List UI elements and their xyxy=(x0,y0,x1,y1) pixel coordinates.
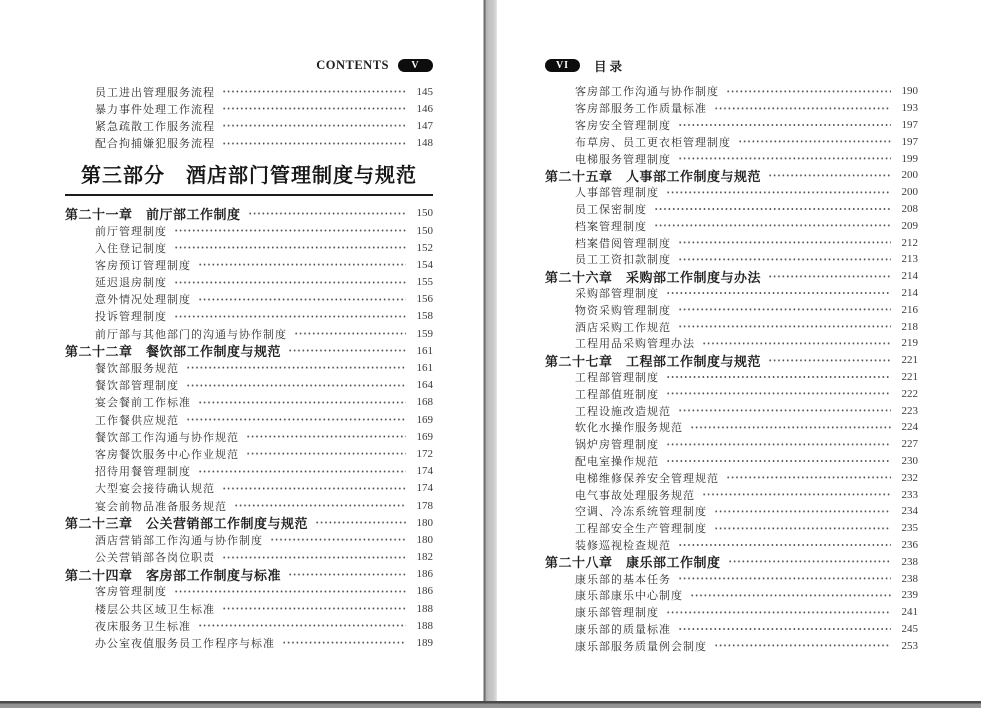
toc-entry-page: 172 xyxy=(416,447,433,460)
dot-leader xyxy=(174,222,406,239)
dot-leader xyxy=(678,117,891,134)
toc-item-row xyxy=(545,402,918,419)
dot-leader xyxy=(222,117,406,134)
toc-entry-title: 布草房、员工更衣柜管理制度 xyxy=(575,136,731,149)
toc-entry-page: 169 xyxy=(416,430,433,443)
toc-entry-title: 客房预订管理制度 xyxy=(95,259,191,272)
toc-entry-page: 224 xyxy=(901,421,918,434)
toc-entry-page: 147 xyxy=(416,119,433,132)
toc-entry-page: 180 xyxy=(416,533,433,546)
dot-leader xyxy=(714,637,891,654)
toc-item-row xyxy=(545,217,918,234)
dot-leader xyxy=(678,402,891,419)
page-number-badge-left: V xyxy=(398,59,433,72)
dot-leader xyxy=(222,600,406,617)
toc-item-row xyxy=(65,359,433,376)
dot-leader xyxy=(654,201,891,218)
toc-entry-title: 员工保密制度 xyxy=(575,203,647,216)
toc-entry-page: 227 xyxy=(901,438,918,451)
toc-entry-page: 209 xyxy=(901,219,918,232)
toc-entry-page: 150 xyxy=(416,224,433,237)
toc-heading-label: 目录 xyxy=(594,59,626,74)
toc-entry-page: 214 xyxy=(901,286,918,299)
toc-entry-page: 169 xyxy=(416,413,433,426)
toc-entry-page: 200 xyxy=(901,169,918,182)
toc-item-row xyxy=(545,537,918,554)
toc-entry-title: 公关营销部各岗位职责 xyxy=(95,552,215,565)
toc-item-row xyxy=(545,184,918,201)
right-running-head xyxy=(545,58,918,73)
toc-entry-page: 193 xyxy=(901,102,918,115)
toc-item-row xyxy=(65,377,433,394)
toc-left-column xyxy=(65,83,433,652)
toc-entry-page: 219 xyxy=(901,337,918,350)
toc-chapter-row xyxy=(545,268,918,285)
dot-leader xyxy=(690,587,891,604)
toc-entry-page: 233 xyxy=(901,488,918,501)
dot-leader xyxy=(714,503,891,520)
toc-entry-page: 145 xyxy=(416,85,433,98)
toc-entry-title: 紧急疏散工作服务流程 xyxy=(95,120,215,133)
toc-item-row xyxy=(545,234,918,251)
book-spine-gutter xyxy=(483,0,498,701)
toc-chapter-row xyxy=(545,553,918,570)
toc-entry-page: 238 xyxy=(901,555,918,568)
dot-leader xyxy=(198,256,406,273)
part-heading: 第三部分 酒店部门管理制度与规范 xyxy=(81,164,417,187)
dot-leader xyxy=(678,251,891,268)
dot-leader xyxy=(186,359,406,376)
dot-leader xyxy=(222,135,406,152)
toc-entry-title: 物资采购管理制度 xyxy=(575,304,671,317)
toc-entry-title: 电气事故处理服务规范 xyxy=(575,489,695,502)
toc-entry-page: 146 xyxy=(416,102,433,115)
toc-entry-page: 161 xyxy=(416,344,433,357)
toc-item-row xyxy=(65,531,433,548)
dot-leader xyxy=(666,453,891,470)
toc-entry-page: 197 xyxy=(901,118,918,131)
dot-leader xyxy=(222,100,406,117)
toc-entry-page: 238 xyxy=(901,572,918,585)
dot-leader xyxy=(174,583,406,600)
dot-leader xyxy=(690,419,891,436)
dot-leader xyxy=(198,394,406,411)
toc-item-row xyxy=(545,150,918,167)
toc-entry-page: 230 xyxy=(901,454,918,467)
toc-entry-page: 186 xyxy=(416,585,433,598)
toc-entry-page: 212 xyxy=(901,236,918,249)
toc-entry-page: 221 xyxy=(901,354,918,367)
toc-entry-title: 餐饮部管理制度 xyxy=(95,380,179,393)
toc-item-row xyxy=(65,394,433,411)
toc-entry-title: 客房部服务工作质量标准 xyxy=(575,103,707,116)
toc-entry-page: 214 xyxy=(901,270,918,283)
toc-item-row xyxy=(65,480,433,497)
toc-entry-title: 人事部管理制度 xyxy=(575,187,659,200)
toc-entry-title: 延迟退房制度 xyxy=(95,277,167,290)
toc-entry-title: 档案借阅管理制度 xyxy=(575,237,671,250)
dot-leader xyxy=(678,621,891,638)
toc-item-row xyxy=(545,369,918,386)
dot-leader xyxy=(666,184,891,201)
toc-item-row xyxy=(65,411,433,428)
dot-leader xyxy=(714,100,891,117)
toc-entry-title: 投诉管理制度 xyxy=(95,311,167,324)
dot-leader xyxy=(666,285,891,302)
toc-entry-title: 前厅部与其他部门的沟通与协作制度 xyxy=(95,328,287,341)
toc-entry-page: 223 xyxy=(901,404,918,417)
toc-entry-page: 218 xyxy=(901,320,918,333)
toc-item-row xyxy=(545,385,918,402)
toc-entry-title: 工程用品采购管理办法 xyxy=(575,338,695,351)
toc-item-row xyxy=(65,256,433,273)
toc-item-row xyxy=(65,445,433,462)
toc-entry-title: 第二十八章 康乐部工作制度 xyxy=(545,555,721,571)
toc-item-row xyxy=(545,419,918,436)
toc-entry-title: 配电室操作规范 xyxy=(575,455,659,468)
toc-chapter-row xyxy=(545,352,918,369)
toc-entry-title: 员工工资扣款制度 xyxy=(575,254,671,267)
toc-item-row xyxy=(65,600,433,617)
dot-leader xyxy=(248,205,406,222)
dot-leader xyxy=(728,553,891,570)
dot-leader xyxy=(726,83,891,100)
dot-leader xyxy=(726,469,891,486)
toc-item-row xyxy=(65,549,433,566)
toc-entry-title: 采购部管理制度 xyxy=(575,287,659,300)
toc-entry-title: 康乐部康乐中心制度 xyxy=(575,590,683,603)
page-left xyxy=(0,0,483,701)
toc-item-row xyxy=(65,325,433,342)
toc-entry-page: 186 xyxy=(416,568,433,581)
toc-entry-title: 康乐部的质量标准 xyxy=(575,623,671,636)
dot-leader xyxy=(678,150,891,167)
toc-item-row xyxy=(545,318,918,335)
dot-leader xyxy=(198,291,406,308)
toc-entry-title: 暴力事件处理工作流程 xyxy=(95,103,215,116)
dot-leader xyxy=(246,428,406,445)
toc-entry-page: 235 xyxy=(901,522,918,535)
toc-item-row xyxy=(545,570,918,587)
toc-item-row xyxy=(65,239,433,256)
dot-leader xyxy=(174,308,406,325)
toc-entry-title: 康乐部管理制度 xyxy=(575,607,659,620)
toc-entry-page: 182 xyxy=(416,551,433,564)
toc-item-row xyxy=(545,621,918,638)
toc-entry-title: 客房安全管理制度 xyxy=(575,119,671,132)
toc-item-row xyxy=(65,291,433,308)
toc-entry-page: 180 xyxy=(416,516,433,529)
dot-leader xyxy=(702,486,891,503)
dot-leader xyxy=(666,436,891,453)
dot-leader xyxy=(654,217,891,234)
toc-item-row xyxy=(545,436,918,453)
toc-entry-title: 办公室夜值服务员工作程序与标准 xyxy=(95,638,275,651)
toc-entry-page: 232 xyxy=(901,471,918,484)
dot-leader xyxy=(678,537,891,554)
dot-leader xyxy=(768,352,891,369)
dot-leader xyxy=(174,239,406,256)
toc-entry-page: 158 xyxy=(416,310,433,323)
dot-leader xyxy=(222,549,406,566)
toc-entry-title: 客房管理制度 xyxy=(95,586,167,599)
toc-entry-title: 客房餐饮服务中心作业规范 xyxy=(95,448,239,461)
dot-leader xyxy=(714,520,891,537)
dot-leader xyxy=(315,514,406,531)
toc-entry-page: 174 xyxy=(416,465,433,478)
toc-entry-title: 第二十二章 餐饮部工作制度与规范 xyxy=(65,344,282,360)
toc-entry-title: 软化水操作服务规范 xyxy=(575,422,683,435)
toc-entry-title: 工程设施改造规范 xyxy=(575,405,671,418)
toc-entry-title: 餐饮部服务规范 xyxy=(95,363,179,376)
toc-entry-page: 221 xyxy=(901,370,918,383)
toc-entry-title: 配合拘捕嫌犯服务流程 xyxy=(95,138,215,151)
toc-entry-page: 245 xyxy=(901,622,918,635)
dot-leader xyxy=(678,234,891,251)
dot-leader xyxy=(678,570,891,587)
toc-item-row xyxy=(545,486,918,503)
toc-item-row xyxy=(545,301,918,318)
toc-item-row xyxy=(65,583,433,600)
toc-entry-page: 213 xyxy=(901,253,918,266)
toc-entry-page: 199 xyxy=(901,152,918,165)
toc-entry-title: 大型宴会接待确认规范 xyxy=(95,483,215,496)
dot-leader xyxy=(294,325,406,342)
toc-entry-title: 康乐部服务质量例会制度 xyxy=(575,640,707,653)
toc-item-row xyxy=(65,428,433,445)
toc-right-column xyxy=(545,83,918,654)
toc-item-row xyxy=(545,520,918,537)
toc-entry-page: 189 xyxy=(416,637,433,650)
toc-chapter-row xyxy=(65,514,433,531)
toc-entry-page: 150 xyxy=(416,207,433,220)
toc-entry-title: 第二十五章 人事部工作制度与规范 xyxy=(545,168,762,184)
dot-leader xyxy=(234,497,406,514)
dot-leader xyxy=(666,385,891,402)
toc-entry-title: 第二十七章 工程部工作制度与规范 xyxy=(545,353,762,369)
toc-entry-title: 入住登记制度 xyxy=(95,242,167,255)
toc-entry-page: 159 xyxy=(416,327,433,340)
toc-entry-page: 188 xyxy=(416,602,433,615)
toc-entry-title: 酒店营销部工作沟通与协作制度 xyxy=(95,534,263,547)
toc-entry-title: 锅炉房管理制度 xyxy=(575,439,659,452)
dot-leader xyxy=(222,83,406,100)
toc-entry-page: 208 xyxy=(901,202,918,215)
toc-item-row xyxy=(65,117,433,134)
toc-entry-title: 酒店采购工作规范 xyxy=(575,321,671,334)
dot-leader xyxy=(270,531,406,548)
toc-chapter-row xyxy=(545,167,918,184)
page-right xyxy=(498,0,981,701)
toc-entry-title: 工程部安全生产管理制度 xyxy=(575,523,707,536)
toc-entry-title: 第二十三章 公关营销部工作制度与规范 xyxy=(65,516,309,532)
toc-entry-title: 工作餐供应规范 xyxy=(95,414,179,427)
toc-item-row xyxy=(545,637,918,654)
contents-label: CONTENTS xyxy=(316,58,389,72)
toc-entry-title: 第二十六章 采购部工作制度与办法 xyxy=(545,269,762,285)
toc-item-row xyxy=(65,274,433,291)
toc-entry-title: 第二十四章 客房部工作制度与标准 xyxy=(65,567,282,583)
toc-entry-title: 员工进出管理服务流程 xyxy=(95,86,215,99)
toc-entry-title: 工程部值班制度 xyxy=(575,388,659,401)
part-heading-rule xyxy=(65,194,433,196)
toc-chapter-row xyxy=(65,342,433,359)
dot-leader xyxy=(738,133,891,150)
toc-entry-page: 152 xyxy=(416,241,433,254)
toc-entry-title: 电梯维修保养安全管理规范 xyxy=(575,472,719,485)
toc-entry-page: 161 xyxy=(416,362,433,375)
toc-entry-page: 216 xyxy=(901,303,918,316)
dot-leader xyxy=(288,342,406,359)
toc-item-row xyxy=(65,308,433,325)
page-number-badge-right: VI xyxy=(545,59,580,72)
toc-entry-page: 197 xyxy=(901,135,918,148)
toc-entry-page: 236 xyxy=(901,538,918,551)
toc-entry-page: 154 xyxy=(416,258,433,271)
dot-leader xyxy=(678,318,891,335)
toc-entry-page: 234 xyxy=(901,505,918,518)
page-bottom-edge xyxy=(0,701,981,708)
toc-entry-title: 康乐部的基本任务 xyxy=(575,573,671,586)
toc-item-row xyxy=(65,617,433,634)
toc-entry-title: 档案管理制度 xyxy=(575,220,647,233)
dot-leader xyxy=(666,369,891,386)
toc-item-row xyxy=(545,453,918,470)
toc-item-row xyxy=(545,83,918,100)
toc-item-row xyxy=(545,133,918,150)
toc-entry-title: 第二十一章 前厅部工作制度 xyxy=(65,206,241,222)
toc-entry-page: 164 xyxy=(416,379,433,392)
toc-entry-title: 宴会餐前工作标准 xyxy=(95,397,191,410)
toc-item-row xyxy=(545,469,918,486)
toc-entry-title: 招待用餐管理制度 xyxy=(95,466,191,479)
toc-item-row xyxy=(65,83,433,100)
toc-entry-page: 155 xyxy=(416,276,433,289)
toc-entry-title: 夜床服务卫生标准 xyxy=(95,620,191,633)
dot-leader xyxy=(222,480,406,497)
toc-entry-page: 253 xyxy=(901,639,918,652)
toc-entry-page: 188 xyxy=(416,619,433,632)
toc-entry-page: 241 xyxy=(901,606,918,619)
dot-leader xyxy=(282,634,406,651)
dot-leader xyxy=(198,463,406,480)
dot-leader xyxy=(246,445,406,462)
dot-leader xyxy=(768,167,891,184)
toc-entry-title: 意外情况处理制度 xyxy=(95,294,191,307)
toc-entry-page: 156 xyxy=(416,293,433,306)
dot-leader xyxy=(768,268,891,285)
toc-item-row xyxy=(65,222,433,239)
dot-leader xyxy=(198,617,406,634)
left-running-head xyxy=(65,58,433,73)
toc-item-row xyxy=(545,604,918,621)
toc-item-row xyxy=(545,201,918,218)
dot-leader xyxy=(174,274,406,291)
toc-entry-title: 装修巡视检查规范 xyxy=(575,539,671,552)
toc-chapter-row xyxy=(65,566,433,583)
toc-entry-title: 工程部管理制度 xyxy=(575,371,659,384)
toc-item-row xyxy=(65,497,433,514)
toc-item-row xyxy=(65,463,433,480)
toc-entry-title: 楼层公共区域卫生标准 xyxy=(95,603,215,616)
dot-leader xyxy=(288,566,406,583)
toc-entry-page: 222 xyxy=(901,387,918,400)
dot-leader xyxy=(186,411,406,428)
toc-item-row xyxy=(545,117,918,134)
toc-entry-page: 239 xyxy=(901,589,918,602)
toc-entry-page: 168 xyxy=(416,396,433,409)
dot-leader xyxy=(666,604,891,621)
toc-item-row xyxy=(65,634,433,651)
toc-entry-page: 190 xyxy=(901,85,918,98)
toc-item-row xyxy=(545,251,918,268)
toc-entry-title: 前厅管理制度 xyxy=(95,225,167,238)
toc-chapter-row xyxy=(65,205,433,222)
toc-entry-title: 客房部工作沟通与协作制度 xyxy=(575,86,719,99)
toc-entry-page: 148 xyxy=(416,137,433,150)
toc-item-row xyxy=(545,100,918,117)
dot-leader xyxy=(702,335,891,352)
dot-leader xyxy=(678,301,891,318)
toc-entry-page: 200 xyxy=(901,186,918,199)
toc-item-row xyxy=(545,335,918,352)
toc-item-row xyxy=(65,100,433,117)
dot-leader xyxy=(186,377,406,394)
toc-entry-page: 174 xyxy=(416,482,433,495)
toc-entry-page: 178 xyxy=(416,499,433,512)
toc-entry-title: 电梯服务管理制度 xyxy=(575,153,671,166)
toc-entry-title: 宴会前物品准备服务规范 xyxy=(95,500,227,513)
toc-item-row xyxy=(545,587,918,604)
toc-entry-title: 空调、冷冻系统管理制度 xyxy=(575,506,707,519)
toc-entry-title: 餐饮部工作沟通与协作规范 xyxy=(95,431,239,444)
toc-item-row xyxy=(545,285,918,302)
toc-item-row xyxy=(545,503,918,520)
toc-item-row xyxy=(65,135,433,152)
